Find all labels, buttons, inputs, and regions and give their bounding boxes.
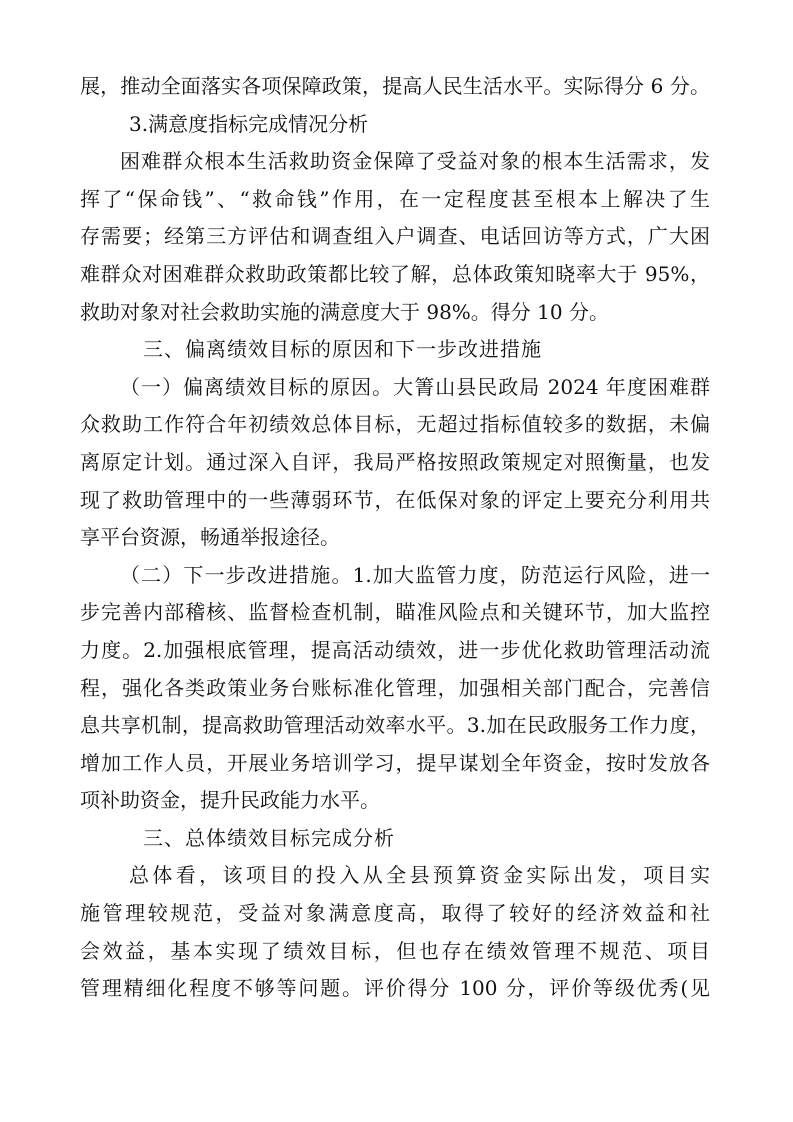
text-line: 总体看，该项目的投入从全县预算资金实际出发，项目实 <box>129 863 710 888</box>
text-line: 程，强化各类政策业务台账标准化管理，加强相关部门配合，完善信 <box>80 675 710 700</box>
text-line: 管理精细化程度不够等问题。评价得分 100 分，评价等级优秀(见 <box>80 976 710 1001</box>
subsection-heading: 3.满意度指标完成情况分析 <box>129 111 369 136</box>
section-heading: 三、偏离绩效目标的原因和下一步改进措施 <box>143 337 542 362</box>
text-line: 困难群众根本生活救助资金保障了受益对象的根本生活需求，发 <box>120 149 710 174</box>
text-line: 离原定计划。通过深入自评，我局严格按照政策规定对照衡量，也发 <box>80 449 710 474</box>
text-line: 会效益，基本实现了绩效目标，但也存在绩效管理不规范、项目 <box>80 938 710 963</box>
document-body <box>80 68 710 1008</box>
text-line: 救助对象对社会救助实施的满意度大于 98%。得分 10 分。 <box>80 299 609 324</box>
section-heading: 三、总体绩效目标完成分析 <box>143 825 395 850</box>
text-line: （二）下一步改进措施。1.加大监管力度，防范运行风险，进一 <box>120 562 710 587</box>
text-line: 项补助资金，提升民政能力水平。 <box>80 788 380 813</box>
text-line: 施管理较规范，受益对象满意度高，取得了较好的经济效益和社 <box>80 901 710 926</box>
text-line: 力度。2.加强根底管理，提高活动绩效，进一步优化救助管理活动流 <box>80 637 710 662</box>
text-line: 众救助工作符合年初绩效总体目标，无超过指标值较多的数据，未偏 <box>80 412 710 437</box>
text-line: 息共享机制，提高救助管理活动效率水平。3.加在民政服务工作力度， <box>80 713 710 738</box>
text-line: 增加工作人员，开展业务培训学习，提早谋划全年资金，按时发放各 <box>80 750 710 775</box>
text-line: 享平台资源，畅通举报途径。 <box>80 525 340 550</box>
text-line: （一）偏离绩效目标的原因。大箐山县民政局 2024 年度困难群 <box>120 374 710 399</box>
text-line: 挥了“保命钱”、“救命钱”作用，在一定程度甚至根本上解决了生 <box>80 186 710 211</box>
text-line: 难群众对困难群众救助政策都比较了解，总体政策知晓率大于 95%， <box>80 261 710 286</box>
text-line: 存需要；经第三方评估和调查组入户调查、电话回访等方式，广大困 <box>80 224 710 249</box>
text-line: 展，推动全面落实各项保障政策，提高人民生活水平。实际得分 6 分。 <box>80 74 710 98</box>
text-line: 步完善内部稽核、监督检查机制，瞄准风险点和关键环节，加大监控 <box>80 600 710 625</box>
text-line: 现了救助管理中的一些薄弱环节，在低保对象的评定上要充分利用共 <box>80 487 710 512</box>
